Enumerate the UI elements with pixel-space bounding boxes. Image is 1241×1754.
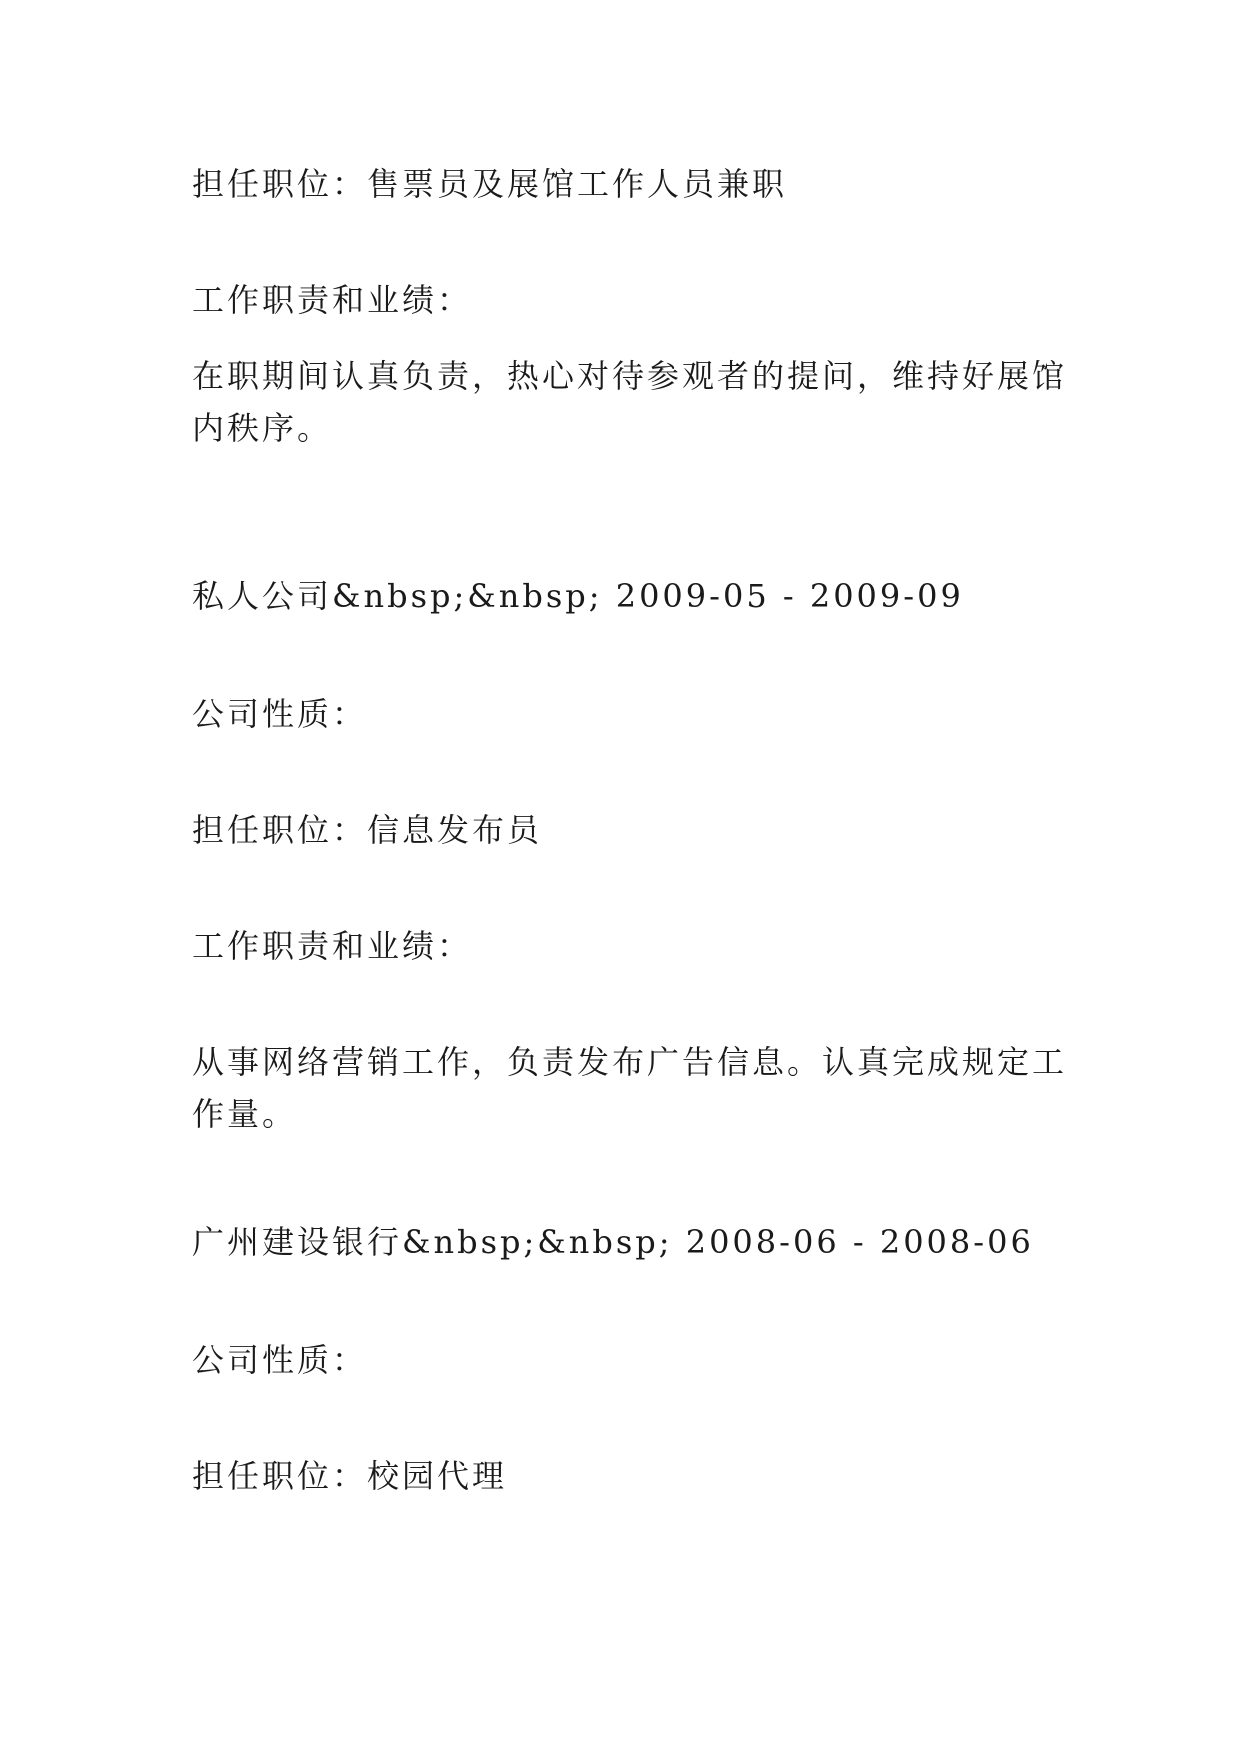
company-nature-line: 公司性质： [192, 695, 368, 733]
position-line: 担任职位：校园代理 [192, 1457, 508, 1495]
company-nature-line: 公司性质： [192, 1341, 368, 1379]
employer-line: 广州建设银行&nbsp;&nbsp; 2008-06 - 2008-06 [192, 1223, 1034, 1261]
duties-heading: 工作职责和业绩： [192, 927, 473, 965]
position-line: 担任职位：信息发布员 [192, 811, 543, 849]
duties-paragraph: 在职期间认真负责，热心对待参观者的提问，维持好展馆内秩序。 [192, 357, 1068, 447]
employer-line: 私人公司&nbsp;&nbsp; 2009-05 - 2009-09 [192, 577, 964, 615]
duties-paragraph: 从事网络营销工作，负责发布广告信息。认真完成规定工作量。 [192, 1043, 1068, 1133]
duties-heading: 工作职责和业绩： [192, 281, 473, 319]
position-line: 担任职位：售票员及展馆工作人员兼职 [192, 165, 788, 203]
